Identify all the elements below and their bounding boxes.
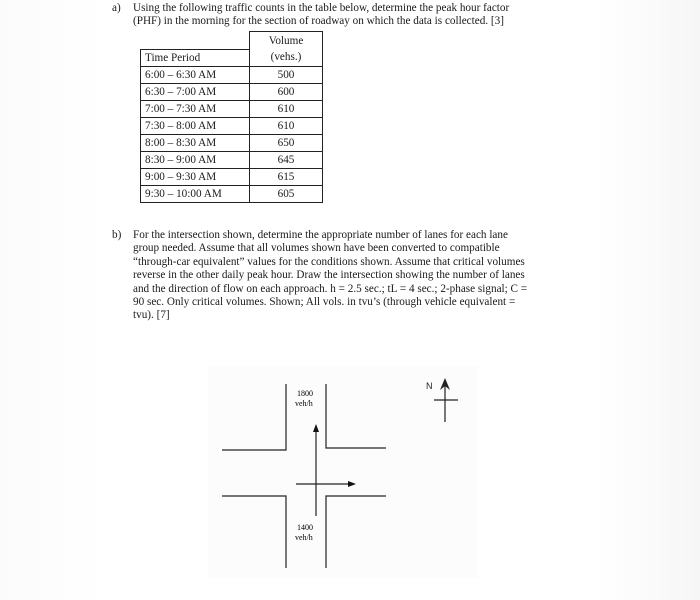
intersection-drawing: [208, 366, 478, 578]
bottom-volume-value: 1400: [297, 523, 313, 532]
time-period-header: Time Period: [141, 49, 250, 66]
volume-cell: 645: [250, 151, 323, 168]
question-b-label: b): [112, 229, 122, 241]
south-right-curb: [326, 496, 386, 568]
time-cell: 9:30 – 10:00 AM: [141, 185, 250, 202]
top-volume-unit: veh/h: [295, 399, 313, 408]
volume-header-line-1: Volume: [268, 34, 304, 47]
time-cell: 8:00 – 8:30 AM: [141, 134, 250, 151]
time-cell: 6:00 – 6:30 AM: [141, 66, 250, 83]
north-label: N: [426, 381, 433, 391]
northbound-arrow-head: [313, 424, 319, 432]
question-b-line: For the intersection shown, determine the appropriate number of lanes for each lane: [133, 229, 508, 241]
question-a: [112, 2, 603, 29]
volume-cell: 650: [250, 134, 323, 151]
time-cell: 8:30 – 9:00 AM: [141, 151, 250, 168]
table-row: [141, 185, 323, 202]
question-b: [112, 229, 603, 323]
volume-header-line-2: (vehs.): [250, 49, 323, 66]
question-a-line-2: (PHF) in the morning for the section of roadway on which the data is collected. [3]: [133, 15, 504, 28]
table-row: [141, 117, 323, 134]
question-b-line: tvu). [7]: [133, 309, 170, 322]
volume-cell: 610: [250, 117, 323, 134]
volume-cell: 615: [250, 168, 323, 185]
volume-cell: 600: [250, 83, 323, 100]
table-row: [141, 100, 323, 117]
question-a-label: a): [112, 2, 121, 14]
volume-cell: 605: [250, 185, 323, 202]
volume-header: [250, 32, 323, 50]
eastbound-arrow-head: [348, 481, 356, 487]
south-left-curb: [222, 496, 286, 568]
intersection-diagram: [208, 366, 478, 578]
time-cell: 7:30 – 8:00 AM: [141, 117, 250, 134]
time-cell: 9:00 – 9:30 AM: [141, 168, 250, 185]
bottom-volume-unit: veh/h: [295, 533, 313, 542]
time-cell: 6:30 – 7:00 AM: [141, 83, 250, 100]
time-cell: 7:00 – 7:30 AM: [141, 100, 250, 117]
north-right-curb-lower: [326, 408, 386, 448]
question-b-line: reverse in the other daily peak hour. Draw the intersection showing the number of lanes: [133, 269, 525, 282]
traffic-count-table: [140, 31, 323, 203]
north-arrow-icon: [426, 378, 458, 422]
question-b-line: 90 sec. Only critical volumes. Shown; All vols. in tvu’s (through vehicle equivalent =: [133, 296, 516, 309]
volume-cell: 500: [250, 66, 323, 83]
top-volume-value: 1800: [297, 389, 313, 398]
table-row: [141, 83, 323, 100]
question-b-line: “through-car equivalent” values for the conditions shown. Assume that critical volumes: [133, 255, 525, 268]
volume-cell: 610: [250, 100, 323, 117]
table-row: [141, 151, 323, 168]
question-a-line-1: Using the following traffic counts in the table below, determine the peak hour factor: [133, 2, 510, 14]
question-b-line: group needed. Assume that all volumes shown have been converted to compatible: [133, 242, 500, 255]
question-b-line: and the direction of flow on each approach. h = 2.5 sec.; tL = 4 sec.; 2-phase signal; C =: [133, 282, 528, 295]
table-row: [141, 168, 323, 185]
table-row: [141, 66, 323, 83]
north-left-curb: [222, 384, 286, 450]
table-row: [141, 134, 323, 151]
